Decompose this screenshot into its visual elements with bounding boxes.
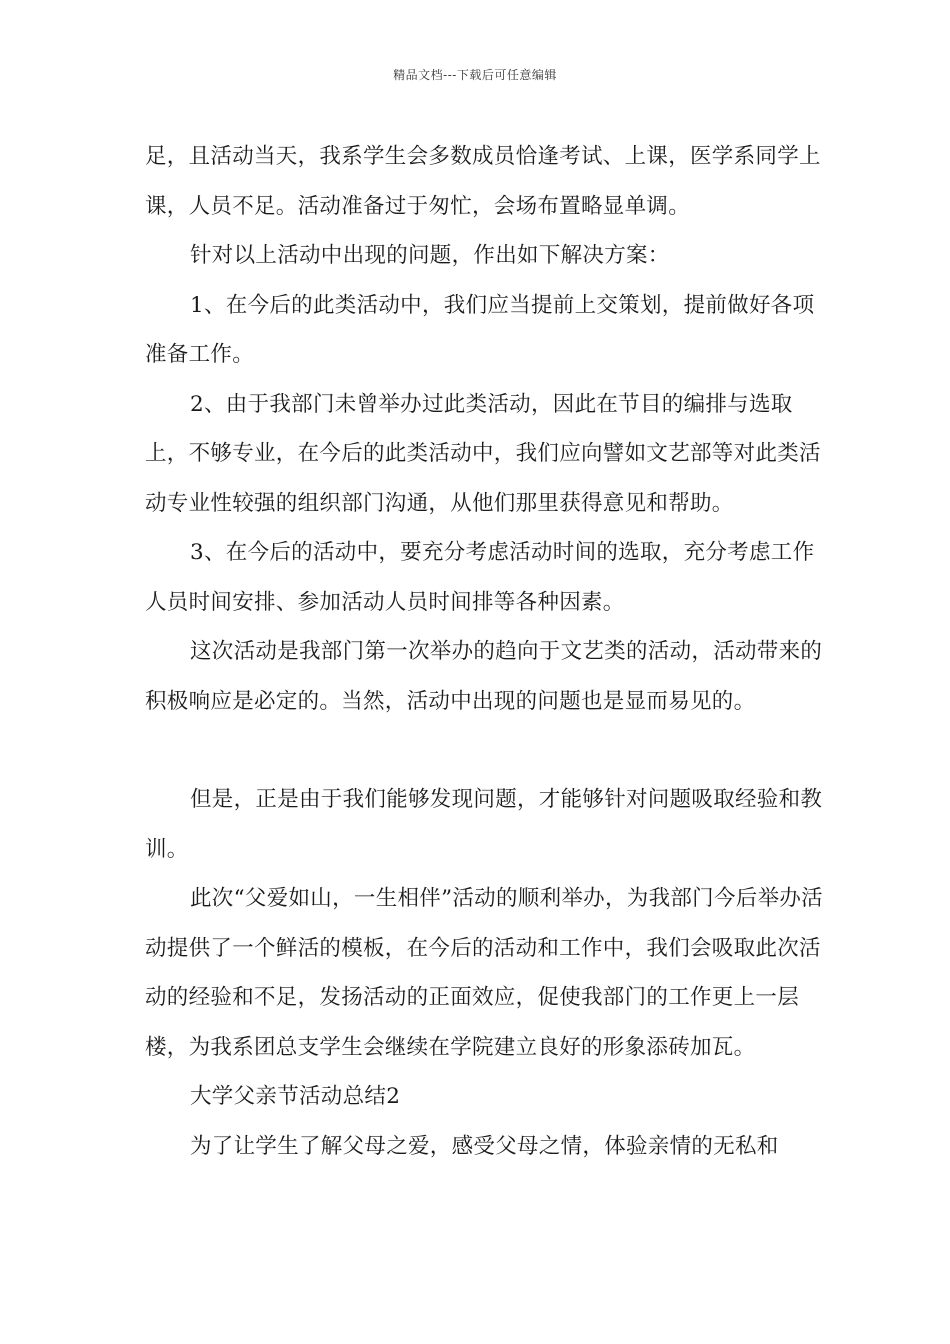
paragraph-lessons: 但是，正是由于我们能够发现问题，才能够针对问题吸取经验和教训。 bbox=[145, 787, 823, 862]
paragraph-continuation: 足，且活动当天，我系学生会多数成员恰逢考试、上课，医学系同学上课，人员不足。活动准备过于匆忙，会场布置略显单调。 bbox=[145, 144, 821, 219]
paragraph-reflection: 这次活动是我部门第一次举办的趋向于文艺类的活动，活动带来的积极响应是必定的。当然，活动中出现的问题也是显而易见的。 bbox=[145, 639, 823, 714]
section-title: 大学父亲节活动总结2 bbox=[190, 1084, 401, 1109]
paragraph-solution-2: 2、由于我部门未曾举办过此类活动，因此在节目的编排与选取上，不够专业，在今后的此类活动中，我们应向譬如文艺部等对此类活动专业性较强的组织部门沟通，从他们那里获得意见和帮助。 bbox=[145, 391, 821, 516]
paragraph-solutions-intro: 针对以上活动中出现的问题，作出如下解决方案： bbox=[190, 243, 670, 268]
paragraph-solution-1: 1、在今后的此类活动中，我们应当提前上交策划，提前做好各项准备工作。 bbox=[145, 292, 815, 367]
paragraph-conclusion: 此次“父爱如山，一生相伴”活动的顺利举办，为我部门今后举办活动提供了一个鲜活的模板，在今后的活动和工作中，我们会吸取此次活动的经验和不足，发扬活动的正面效应，促使我部门的工作更上一层楼，为我系团总支学生会继续在学院建立良好的形象添砖加瓦。 bbox=[145, 886, 823, 1060]
paragraph-solution-3: 3、在今后的活动中，要充分考虑活动时间的选取，充分考虑工作人员时间安排、参加活动人员时间排等各种因素。 bbox=[145, 540, 815, 615]
page-header: 精品文档---下载后可任意编辑 bbox=[393, 68, 557, 82]
paragraph-section-2-intro: 为了让学生了解父母之爱，感受父母之情，体验亲情的无私和 bbox=[190, 1133, 779, 1159]
document-body bbox=[145, 132, 825, 1171]
